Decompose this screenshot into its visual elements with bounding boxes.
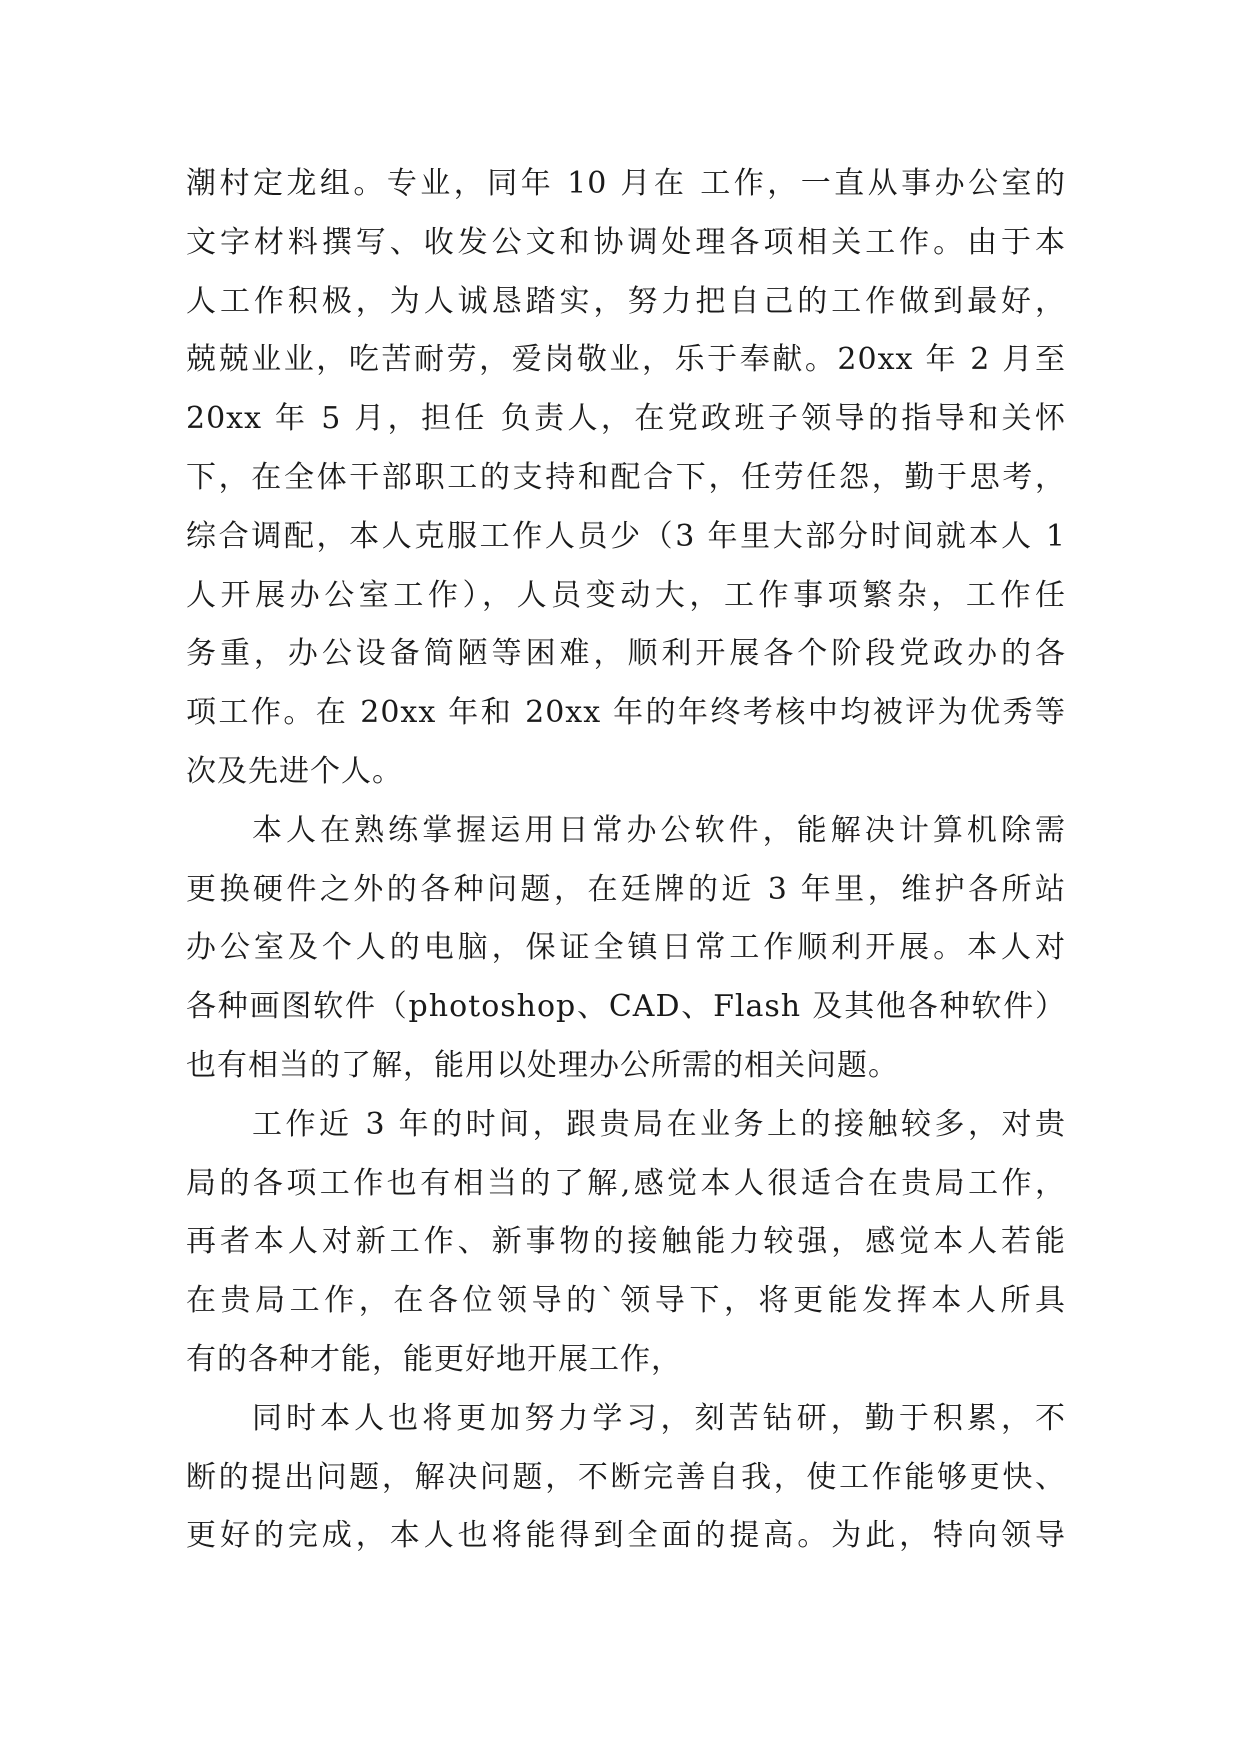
text-line: 潮村定龙组。专业，同年 10 月在 工作，一直从事办公室的 [186, 166, 1066, 201]
text-line: 次及先进个人。 [186, 753, 403, 789]
text-line: 更好的完成，本人也将能得到全面的提高。为此，特向领导 [186, 1518, 1066, 1554]
text-line: 人开展办公室工作），人员变动大，工作事项繁杂，工作任 [186, 577, 1066, 613]
text-line: 文字材料撰写、收发公文和协调处理各项相关工作。由于本 [186, 224, 1066, 260]
text-line: 办公室及个人的电脑，保证全镇日常工作顺利开展。本人对 [186, 930, 1066, 966]
text-line: 也有相当的了解，能用以处理办公所需的相关问题。 [186, 1047, 899, 1083]
paragraph-first-line: 本人在熟练掌握运用日常办公软件，能解决计算机除需 [252, 812, 1066, 848]
text-line: 更换硬件之外的各种问题，在廷牌的近 3 年里，维护各所站 [186, 871, 1066, 907]
text-line: 务重，办公设备简陋等困难，顺利开展各个阶段党政办的各 [186, 636, 1066, 672]
paragraph-first-line: 同时本人也将更加努力学习，刻苦钻研，勤于积累，不 [252, 1400, 1066, 1436]
text-line: 各种画图软件（photoshop、CAD、Flash 及其他各种软件） [186, 989, 1066, 1025]
text-line: 有的各种才能，能更好地开展工作， [186, 1341, 682, 1377]
text-line: 断的提出问题，解决问题，不断完善自我，使工作能够更快、 [186, 1459, 1066, 1495]
text-line: 再者本人对新工作、新事物的接触能力较强，感觉本人若能 [186, 1224, 1066, 1260]
text-line: 在贵局工作，在各位领导的`领导下，将更能发挥本人所具 [186, 1283, 1066, 1319]
text-line: 兢兢业业，吃苦耐劳，爱岗敬业，乐于奉献。20xx 年 2 月至 [186, 342, 1066, 378]
text-line: 下，在全体干部职工的支持和配合下，任劳任怨，勤于思考， [186, 459, 1066, 495]
text-line: 项工作。在 20xx 年和 20xx 年的年终考核中均被评为优秀等 [186, 695, 1066, 731]
text-line: 人工作积极，为人诚恳踏实，努力把自己的工作做到最好， [186, 283, 1066, 319]
text-line: 20xx 年 5 月，担任 负责人，在党政班子领导的指导和关怀 [186, 401, 1066, 437]
text-line: 局的各项工作也有相当的了解,感觉本人很适合在贵局工作， [186, 1165, 1066, 1201]
text-line: 综合调配，本人克服工作人员少（3 年里大部分时间就本人 1 [186, 518, 1066, 554]
document-body [186, 155, 1066, 1566]
paragraph-first-line: 工作近 3 年的时间，跟贵局在业务上的接触较多，对贵 [252, 1106, 1066, 1142]
